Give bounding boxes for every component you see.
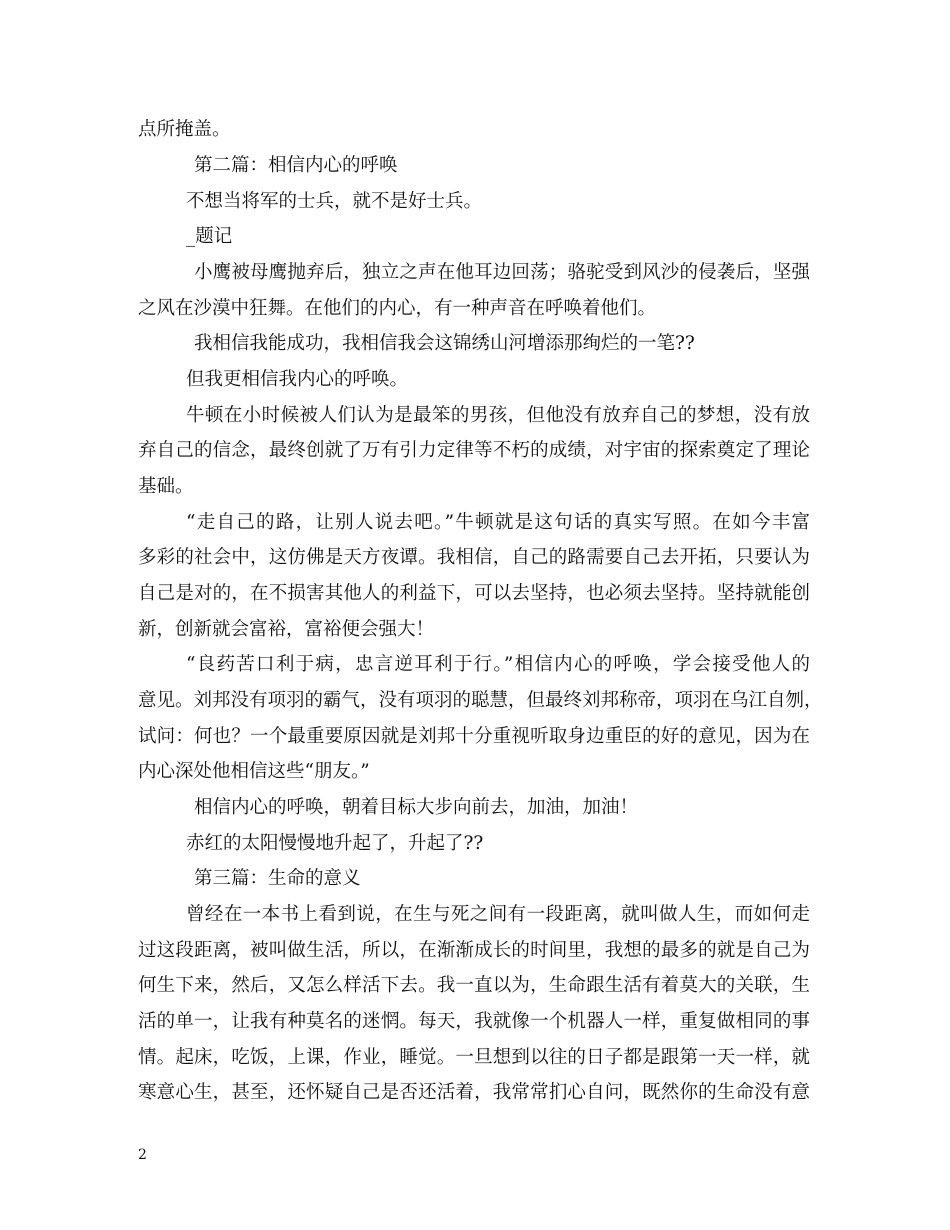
text-line: 新，创新就会富裕，富裕便会强大！ bbox=[138, 619, 435, 640]
section-heading: 第二篇：相信内心的呼唤 bbox=[194, 155, 398, 176]
text-line: 弃自己的信念，最终创就了万有引力定律等不朽的成绩，对宇宙的探索奠定了理论 bbox=[138, 440, 810, 461]
page-number: 2 bbox=[138, 1147, 147, 1163]
text-line: 过这段距离，被叫做生活，所以，在渐渐成长的时间里，我想的最多的就是自己为 bbox=[138, 940, 810, 961]
text-line: 何生下来，然后，又怎么样活下去。我一直以为，生命跟生活有着莫大的关联，生 bbox=[138, 975, 810, 996]
text-line: 情。起床，吃饭，上课，作业，睡觉。一旦想到以往的日子都是跟第一天一样，就 bbox=[138, 1047, 810, 1068]
text-line: 寒意心生，甚至，还怀疑自己是否还活着，我常常扪心自问，既然你的生命没有意 bbox=[138, 1082, 810, 1103]
text-line: 自己是对的，在不损害其他人的利益下，可以去坚持，也必须去坚持。坚持就能创 bbox=[138, 583, 810, 604]
section-heading: 第三篇：生命的意义 bbox=[194, 868, 361, 889]
text-line: 小鹰被母鹰抛弃后，独立之声在他耳边回荡；骆驼受到风沙的侵袭后，坚强 bbox=[194, 262, 810, 283]
text-line: 相信内心的呼唤，朝着目标大步向前去，加油，加油！ bbox=[194, 797, 639, 818]
text-line: 基础。 bbox=[138, 476, 194, 497]
text-line: _题记 bbox=[186, 226, 233, 247]
text-line: 多彩的社会中，这仿佛是天方夜谭。我相信，自己的路需要自己去开拓，只要认为 bbox=[138, 547, 810, 568]
text-line: 我相信我能成功，我相信我会这锦绣山河增添那绚烂的一笔?? bbox=[194, 333, 695, 354]
text-line: 但我更相信我内心的呼唤。 bbox=[186, 369, 409, 390]
text-line: 牛顿在小时候被人们认为是最笨的男孩，但他没有放弃自己的梦想，没有放 bbox=[186, 405, 810, 426]
text-line: “走自己的路，让别人说去吧。”牛顿就是这句话的真实写照。在如今丰富 bbox=[186, 512, 810, 533]
text-line: 试问：何也？一个最重要原因就是刘邦十分重视听取身边重臣的好的意见，因为在 bbox=[138, 726, 810, 747]
text-line: 不想当将军的士兵，就不是好士兵。 bbox=[186, 191, 483, 212]
text-line: 意见。刘邦没有项羽的霸气，没有项羽的聪慧，但最终刘邦称帝，项羽在乌江自刎， bbox=[138, 690, 823, 711]
text-line: 赤红的太阳慢慢地升起了，升起了?? bbox=[186, 833, 484, 854]
text-line: “良药苦口利于病，忠言逆耳利于行。”相信内心的呼唤，学会接受他人的 bbox=[186, 654, 810, 675]
text-line: 活的单一，让我有种莫名的迷惘。每天，我就像一个机器人一样，重复做相同的事 bbox=[138, 1011, 810, 1032]
text-line: 内心深处他相信这些“朋友。” bbox=[138, 761, 370, 782]
text-line: 点所掩盖。 bbox=[138, 119, 231, 140]
text-line: 之风在沙漠中狂舞。在他们的内心，有一种声音在呼唤着他们。 bbox=[138, 298, 657, 319]
text-line: 曾经在一本书上看到说，在生与死之间有一段距离，就叫做人生，而如何走 bbox=[186, 904, 810, 925]
